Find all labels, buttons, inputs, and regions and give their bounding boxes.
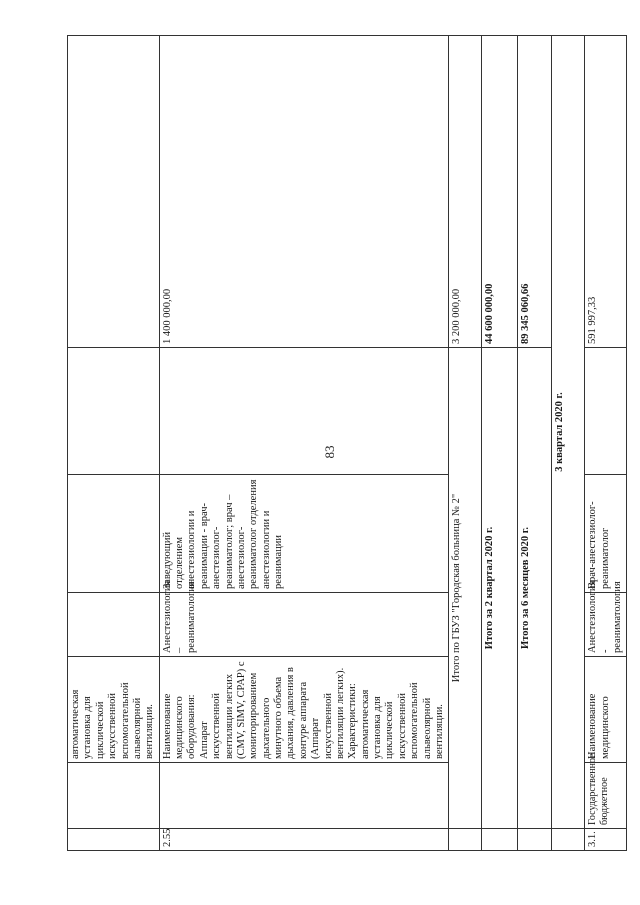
cell-num: [68, 829, 160, 851]
rotated-table-area: [67, 36, 623, 851]
cell-num: [482, 829, 518, 851]
total-row: [518, 36, 552, 851]
landscape-table-wrapper: [67, 36, 623, 851]
cell-num: 3.1.: [585, 829, 627, 851]
cell-empty: [68, 348, 160, 475]
cell-empty: [159, 348, 449, 475]
total-label: Итого за 6 месяцев 2020 г.: [518, 348, 552, 829]
cell-num: [552, 829, 585, 851]
cell-num: [518, 829, 552, 851]
cell-specialty: [68, 593, 160, 657]
cell-position: Врач-анестезиолог-реаниматолог: [585, 475, 627, 593]
cell-specialty: Анестезиология - реаниматология: [585, 593, 627, 657]
cell-name: [68, 763, 160, 829]
cell-num: [449, 829, 482, 851]
cell-equipment: автоматическая установка для циклической искусственной вспомогательной альвеолярной вентиляции.: [68, 657, 160, 763]
cell-position: [68, 475, 160, 593]
total-label: Итого за 2 квартал 2020 г.: [482, 348, 518, 829]
total-amount: 3 200 000,00: [449, 36, 482, 348]
cell-equipment: Наименование медицинского оборудования: Аппарат искусственной вентиляции легких (CMV, SIMV, CPAP) с мониторированием дыхательного минутного объема дыхания, давления в контуре аппарата (Аппарат искусственной вентиляции легких). Характеристики: автоматическая установка для циклической искусственной вспомогательной альвеолярной вентиляции.: [159, 657, 449, 763]
cell-position: Заведующий отделением анестезиологии и реанимации - врач-анестезиолог-реаниматолог; врач – анестезиолог-реаниматолог отделения анестезиологии и реанимации: [159, 475, 449, 593]
total-label: Итого по ГБУЗ "Городская больница № 2": [449, 348, 482, 829]
cell-equipment: Наименование медицинского: [585, 657, 627, 763]
table-row: [68, 36, 160, 851]
quarter-label: 3 квартал 2020 г.: [552, 36, 585, 829]
equipment-table: [67, 35, 627, 851]
cell-amount: 1 400 000,00: [159, 36, 449, 348]
total-row: [482, 36, 518, 851]
page-number: 83: [322, 445, 337, 459]
total-row: [449, 36, 482, 851]
cell-name: [159, 763, 449, 829]
table-row: [585, 36, 627, 851]
total-amount: 44 600 000,00: [482, 36, 518, 348]
cell-amount: [68, 36, 160, 348]
table-row: [159, 36, 449, 851]
total-amount: 89 345 060,66: [518, 36, 552, 348]
cell-name: Государственное бюджетное: [585, 763, 627, 829]
cell-empty: [585, 348, 627, 475]
cell-amount: 591 997,33: [585, 36, 627, 348]
cell-num: 2.55: [159, 829, 449, 851]
quarter-row: [552, 36, 585, 851]
cell-specialty: Анестезиология – реаниматология: [159, 593, 449, 657]
